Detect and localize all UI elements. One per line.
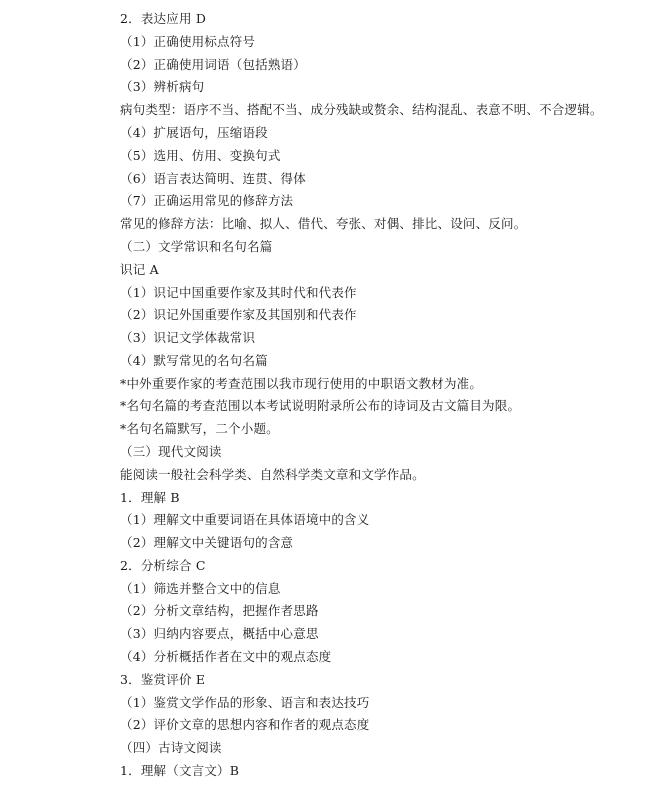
list-item: （4）默写常见的名句名篇 — [120, 353, 268, 368]
subheading: 1．理解（文言文）B — [120, 763, 240, 778]
list-item: （4）扩展语句，压缩语段 — [120, 125, 268, 140]
list-item: （1）识记中国重要作家及其时代和代表作 — [120, 285, 357, 300]
section-heading-modern-reading: （三）现代文阅读 — [120, 444, 222, 459]
list-item: （2）分析文章结构，把握作者思路 — [120, 603, 319, 618]
paragraph: 病句类型：语序不当、搭配不当、成分残缺或赘余、结构混乱、表意不明、不合逻辑。 — [120, 102, 603, 117]
subheading: 3．鉴赏评价 E — [120, 672, 206, 687]
list-item: （1）正确使用标点符号 — [120, 34, 256, 49]
note: *名句名篇的考查范围以本考试说明附录所公布的诗词及古文篇目为限。 — [120, 398, 521, 413]
list-item: （3）辨析病句 — [120, 79, 205, 94]
list-item: （3）归纳内容要点，概括中心意思 — [120, 626, 319, 641]
section-heading-expression: 2．表达应用 D — [120, 11, 207, 26]
list-item: （1）理解文中重要词语在具体语境中的含义 — [120, 512, 370, 527]
paragraph: 能阅读一般社会科学类、自然科学类文章和文学作品。 — [120, 467, 425, 482]
list-item: （3）识记文学体裁常识 — [120, 330, 256, 345]
list-item: （1）鉴赏文学作品的形象、语言和表达技巧 — [120, 695, 370, 710]
note: *名句名篇默写，二个小题。 — [120, 421, 279, 436]
section-heading-literature: （二）文学常识和名句名篇 — [120, 239, 273, 254]
subheading: 2．分析综合 C — [120, 558, 206, 573]
list-item: （2）理解文中关键语句的含意 — [120, 535, 294, 550]
list-item: （2）评价文章的思想内容和作者的观点态度 — [120, 717, 370, 732]
list-item: （2）识记外国重要作家及其国别和代表作 — [120, 307, 357, 322]
section-heading-classical-reading: （四）古诗文阅读 — [120, 740, 222, 755]
list-item: （7）正确运用常见的修辞方法 — [120, 193, 294, 208]
subheading: 1．理解 B — [120, 490, 180, 505]
subheading: 识记 A — [120, 262, 159, 277]
list-item: （1）筛选并整合文中的信息 — [120, 581, 281, 596]
list-item: （4）分析概括作者在文中的观点态度 — [120, 649, 332, 664]
list-item: （5）选用、仿用、变换句式 — [120, 148, 281, 163]
list-item: （6）语言表达简明、连贯、得体 — [120, 171, 306, 186]
note: *中外重要作家的考查范围以我市现行使用的中职语文教材为准。 — [120, 376, 483, 391]
paragraph: 常见的修辞方法：比喻、拟人、借代、夸张、对偶、排比、设问、反问。 — [120, 216, 527, 231]
list-item: （2）正确使用词语（包括熟语） — [120, 57, 306, 72]
